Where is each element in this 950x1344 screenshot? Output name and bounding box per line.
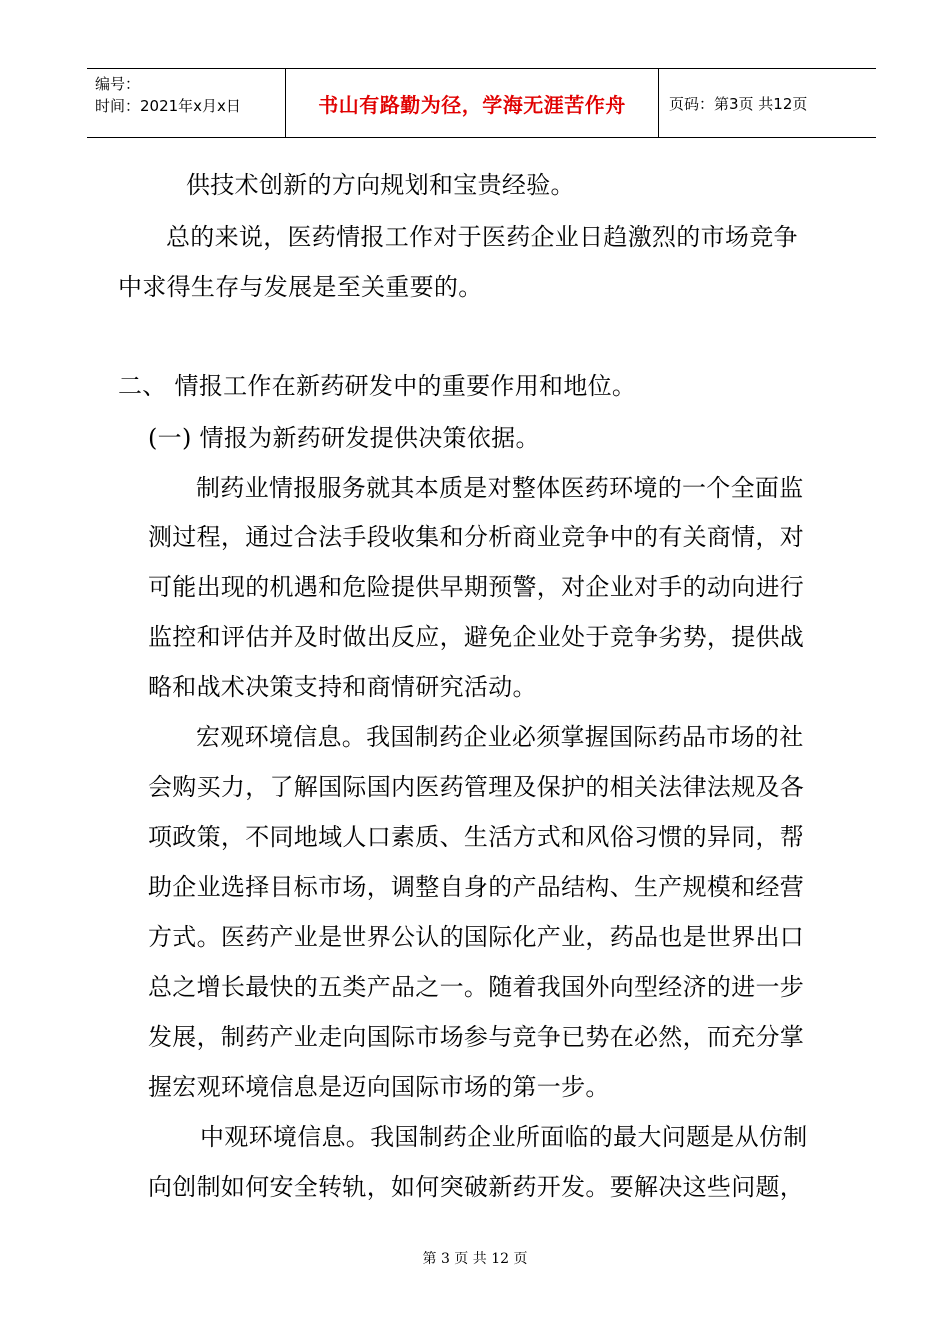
text-line: 中求得生存与发展是至关重要的。 <box>118 273 483 301</box>
text-line: 助企业选择目标市场，调整自身的产品结构、生产规模和经营 <box>148 873 805 901</box>
text-line: 中观环境信息。我国制药企业所面临的最大问题是从仿制 <box>200 1123 808 1151</box>
text-line: 可能出现的机遇和危险提供早期预警，对企业对手的动向进行 <box>148 573 805 601</box>
document-time-label: 时间：2021年x月x日 <box>95 97 241 115</box>
text-line: 会购买力，了解国际国内医药管理及保护的相关法律法规及各 <box>148 773 805 801</box>
header-motto-cell <box>286 69 659 137</box>
text-line: 发展，制药产业走向国际市场参与竞争已势在必然，而充分掌 <box>148 1023 805 1051</box>
text-line: 制药业情报服务就其本质是对整体医药环境的一个全面监 <box>196 474 804 502</box>
text-line: 握宏观环境信息是迈向国际市场的第一步。 <box>148 1073 610 1101</box>
text-line: 略和战术决策支持和商情研究活动。 <box>148 673 537 701</box>
header-motto: 书山有路勤为径，学海无涯苦作舟 <box>318 92 626 117</box>
text-line: 方式。医药产业是世界公认的国际化产业，药品也是世界出口 <box>148 923 805 951</box>
text-line: 供技术创新的方向规划和宝贵经验。 <box>186 171 575 199</box>
subsection-heading: (一) 情报为新药研发提供决策依据。 <box>148 424 540 452</box>
header-page-info: 页码：第3页 共12页 <box>669 94 808 113</box>
text-line: 总之增长最快的五类产品之一。随着我国外向型经济的进一步 <box>148 973 805 1001</box>
text-line: 测过程，通过合法手段收集和分析商业竞争中的有关商情，对 <box>148 523 805 551</box>
text-line: 向创制如何安全转轨，如何突破新药开发。要解决这些问题， <box>148 1173 805 1201</box>
header-meta <box>87 69 286 137</box>
section-heading: 二、 情报工作在新药研发中的重要作用和地位。 <box>118 372 637 400</box>
page-footer: 第 3 页 共 12 页 <box>422 1251 528 1267</box>
text-line: 宏观环境信息。我国制药企业必须掌握国际药品市场的社 <box>196 723 804 751</box>
text-line: 监控和评估并及时做出反应，避免企业处于竞争劣势，提供战 <box>148 623 805 651</box>
text-line: 项政策，不同地域人口素质、生活方式和风俗习惯的异同，帮 <box>148 823 805 851</box>
document-number-label: 编号： <box>95 75 141 93</box>
page-header <box>87 68 876 138</box>
text-line: 总的来说，医药情报工作对于医药企业日趋激烈的市场竞争 <box>166 223 798 251</box>
